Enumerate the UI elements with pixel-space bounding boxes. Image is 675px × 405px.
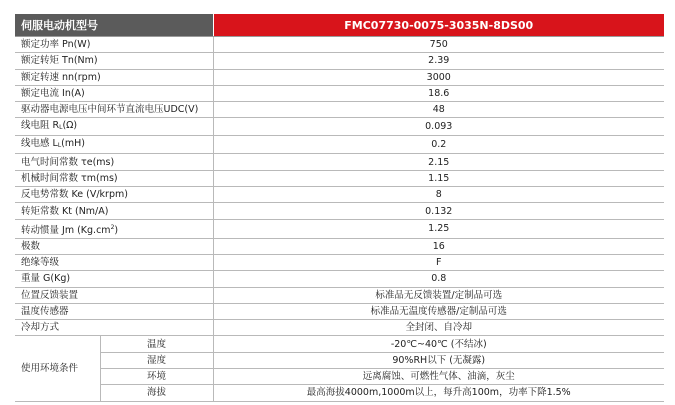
- spec-label: 线电阻 $R_L(\Omega)$: [15, 118, 213, 136]
- spec-label: 冷却方式: [15, 320, 213, 336]
- environment-item-value: 最高海拔4000m,1000m以上，每升高100m，功率下降1.5%: [213, 385, 664, 401]
- environment-item-label: 湿度: [100, 352, 213, 368]
- table-row: [15, 271, 664, 287]
- spec-label: 额定功率 Pn(W): [15, 37, 213, 53]
- spec-label: 额定转速 nn(rpm): [15, 69, 213, 85]
- environment-group-label: 使用环境条件: [15, 336, 100, 401]
- spec-label: 额定转矩 Tn(Nm): [15, 53, 213, 69]
- spec-value: 1.25: [213, 219, 664, 238]
- spec-value: 全封闭、自冷却: [213, 320, 664, 336]
- spec-label: 位置反馈装置: [15, 287, 213, 303]
- spec-label: 额定电流 In(A): [15, 85, 213, 101]
- spec-value: 48: [213, 102, 664, 118]
- table-row: [15, 187, 664, 203]
- spec-value: 0.2: [213, 136, 664, 154]
- spec-value: 2.15: [213, 154, 664, 170]
- spec-label: 机械时间常数 τm(ms): [15, 170, 213, 186]
- environment-item-value: 90%RH以下 (无凝露): [213, 352, 664, 368]
- spec-value: 18.6: [213, 85, 664, 101]
- table-row: [15, 53, 664, 69]
- spec-value: 2.39: [213, 53, 664, 69]
- table-row: [15, 118, 664, 136]
- table-row: [15, 69, 664, 85]
- spec-table: [15, 14, 664, 402]
- table-row: [15, 320, 664, 336]
- header-row: [15, 14, 664, 37]
- model-number: FMC07730-0075-3035N-8DS00: [213, 14, 664, 37]
- header-label: 伺服电动机型号: [15, 14, 213, 37]
- table-row: [15, 238, 664, 254]
- table-row: [15, 219, 664, 238]
- table-row: [15, 37, 664, 53]
- spec-value: 标准品无温度传感器/定制品可选: [213, 303, 664, 319]
- spec-label: 反电势常数 Ke (V/krpm): [15, 187, 213, 203]
- spec-value: 3000: [213, 69, 664, 85]
- spec-label: 极数: [15, 238, 213, 254]
- environment-item-value: 远离腐蚀、可燃性气体、油滴，灰尘: [213, 369, 664, 385]
- table-row: [15, 254, 664, 270]
- table-row: [15, 170, 664, 186]
- spec-label: 温度传感器: [15, 303, 213, 319]
- table-row: [15, 136, 664, 154]
- spec-value: 0.093: [213, 118, 664, 136]
- spec-value: 750: [213, 37, 664, 53]
- spec-value: 标准品无反馈装置/定制品可选: [213, 287, 664, 303]
- spec-label: 转动惯量 Jm $(Kg.cm^2)$: [15, 219, 213, 238]
- spec-label: 驱动器电源电压中间环节直流电压UDC(V): [15, 102, 213, 118]
- table-row: [15, 102, 664, 118]
- table-row: [15, 352, 664, 368]
- spec-value: 8: [213, 187, 664, 203]
- table-row: [15, 203, 664, 219]
- spec-label: 转矩常数 Kt (Nm/A): [15, 203, 213, 219]
- spec-value: F: [213, 254, 664, 270]
- table-row: [15, 336, 664, 352]
- spec-label: 电气时间常数 τe(ms): [15, 154, 213, 170]
- table-row: [15, 385, 664, 401]
- environment-item-label: 海拔: [100, 385, 213, 401]
- environment-item-value: -20℃~40℃ (不结冰): [213, 336, 664, 352]
- spec-value: 0.132: [213, 203, 664, 219]
- environment-item-label: 温度: [100, 336, 213, 352]
- spec-value: 16: [213, 238, 664, 254]
- environment-item-label: 环境: [100, 369, 213, 385]
- table-row: [15, 369, 664, 385]
- spec-label: 绝缘等级: [15, 254, 213, 270]
- spec-value: 1.15: [213, 170, 664, 186]
- spec-value: 0.8: [213, 271, 664, 287]
- table-row: [15, 85, 664, 101]
- table-row: [15, 154, 664, 170]
- table-row: [15, 303, 664, 319]
- spec-label: 重量 G(Kg): [15, 271, 213, 287]
- spec-label: 线电感 $L_L(mH)$: [15, 136, 213, 154]
- table-row: [15, 287, 664, 303]
